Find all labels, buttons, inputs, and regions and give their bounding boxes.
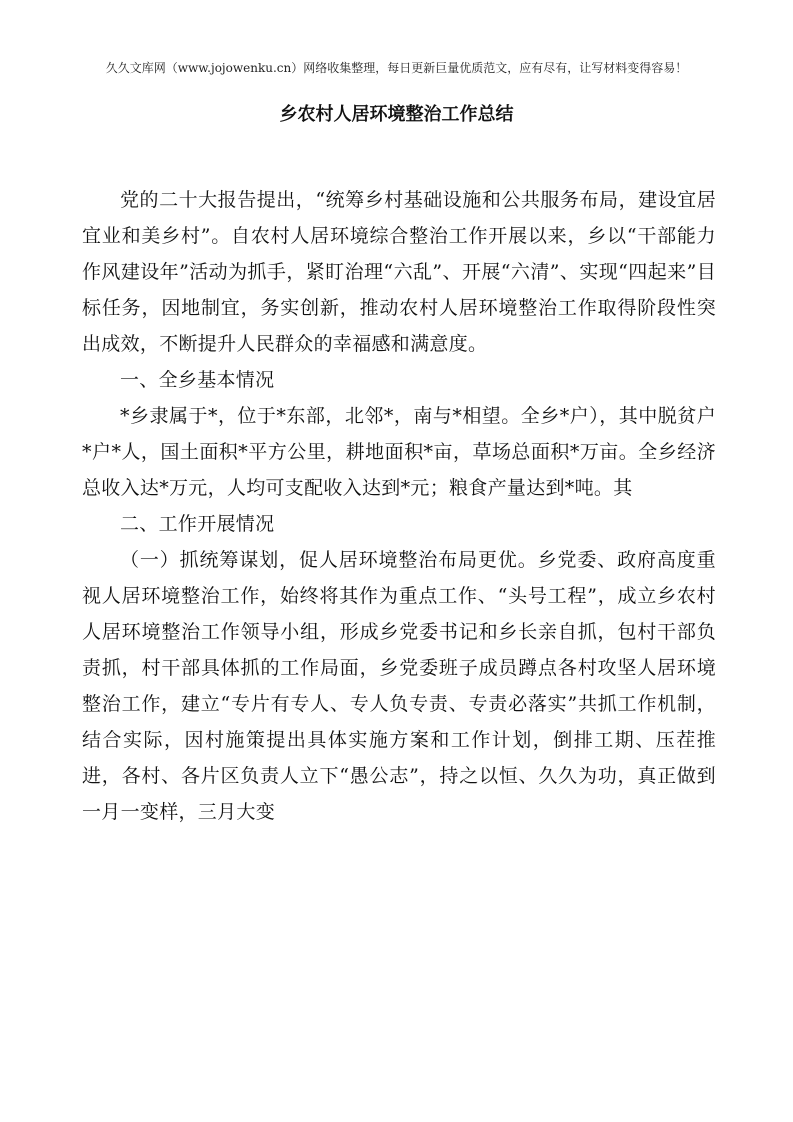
paragraph-basic-situation: *乡隶属于*，位于*东部，北邻*，南与*相望。全乡*户），其中脱贫户*户*人，国土面积*平方公里，耕地面积*亩，草场总面积*万亩。全乡经济总收入达*万元，人均可支配收入达到*元；粮食产量达到*吨。其 — [82, 405, 716, 499]
document-body — [82, 182, 716, 830]
paragraph-intro: 党的二十大报告提出，“统筹乡村基础设施和公共服务布局，建设宜居宜业和美乡村”。自农村人居环境综合整治工作开展以来，乡以“干部能力作风建设年”活动为抓手，紧盯治理“六乱”、开展“六清”、实现“四起来”目标任务，因地制宜，务实创新，推动农村人居环境整治工作取得阶段性突出成效，不断提升人民群众的幸福感和满意度。 — [82, 189, 716, 355]
section-heading-basic-situation: 一、全乡基本情况 — [120, 369, 275, 391]
header-note: 久久文库网（www.jojowenku.cn）网络收集整理，每日更新巨量优质范文，应有尽有，让写材料变得容易！ — [105, 61, 688, 75]
section-heading-work-progress: 二、工作开展情况 — [120, 513, 275, 535]
paragraph-work-planning: （一）抓统筹谋划，促人居环境整治布局更优。乡党委、政府高度重视人居环境整治工作，始终将其作为重点工作、“头号工程”，成立乡农村人居环境整治工作领导小组，形成乡党委书记和乡长亲自抓，包村干部负责抓，村干部具体抓的工作局面，乡党委班子成员蹲点各村攻坚人居环境整治工作，建立“专片有专人、专人负专责、专责必落实”共抓工作机制，结合实际，因村施策提出具体实施方案和工作计划，倒排工期、压茬推进，各村、各片区负责人立下“愚公志”，持之以恒、久久为功，真正做到一月一变样，三月大变 — [82, 549, 716, 823]
document-title: 乡农村人居环境整治工作总结 — [279, 104, 514, 125]
